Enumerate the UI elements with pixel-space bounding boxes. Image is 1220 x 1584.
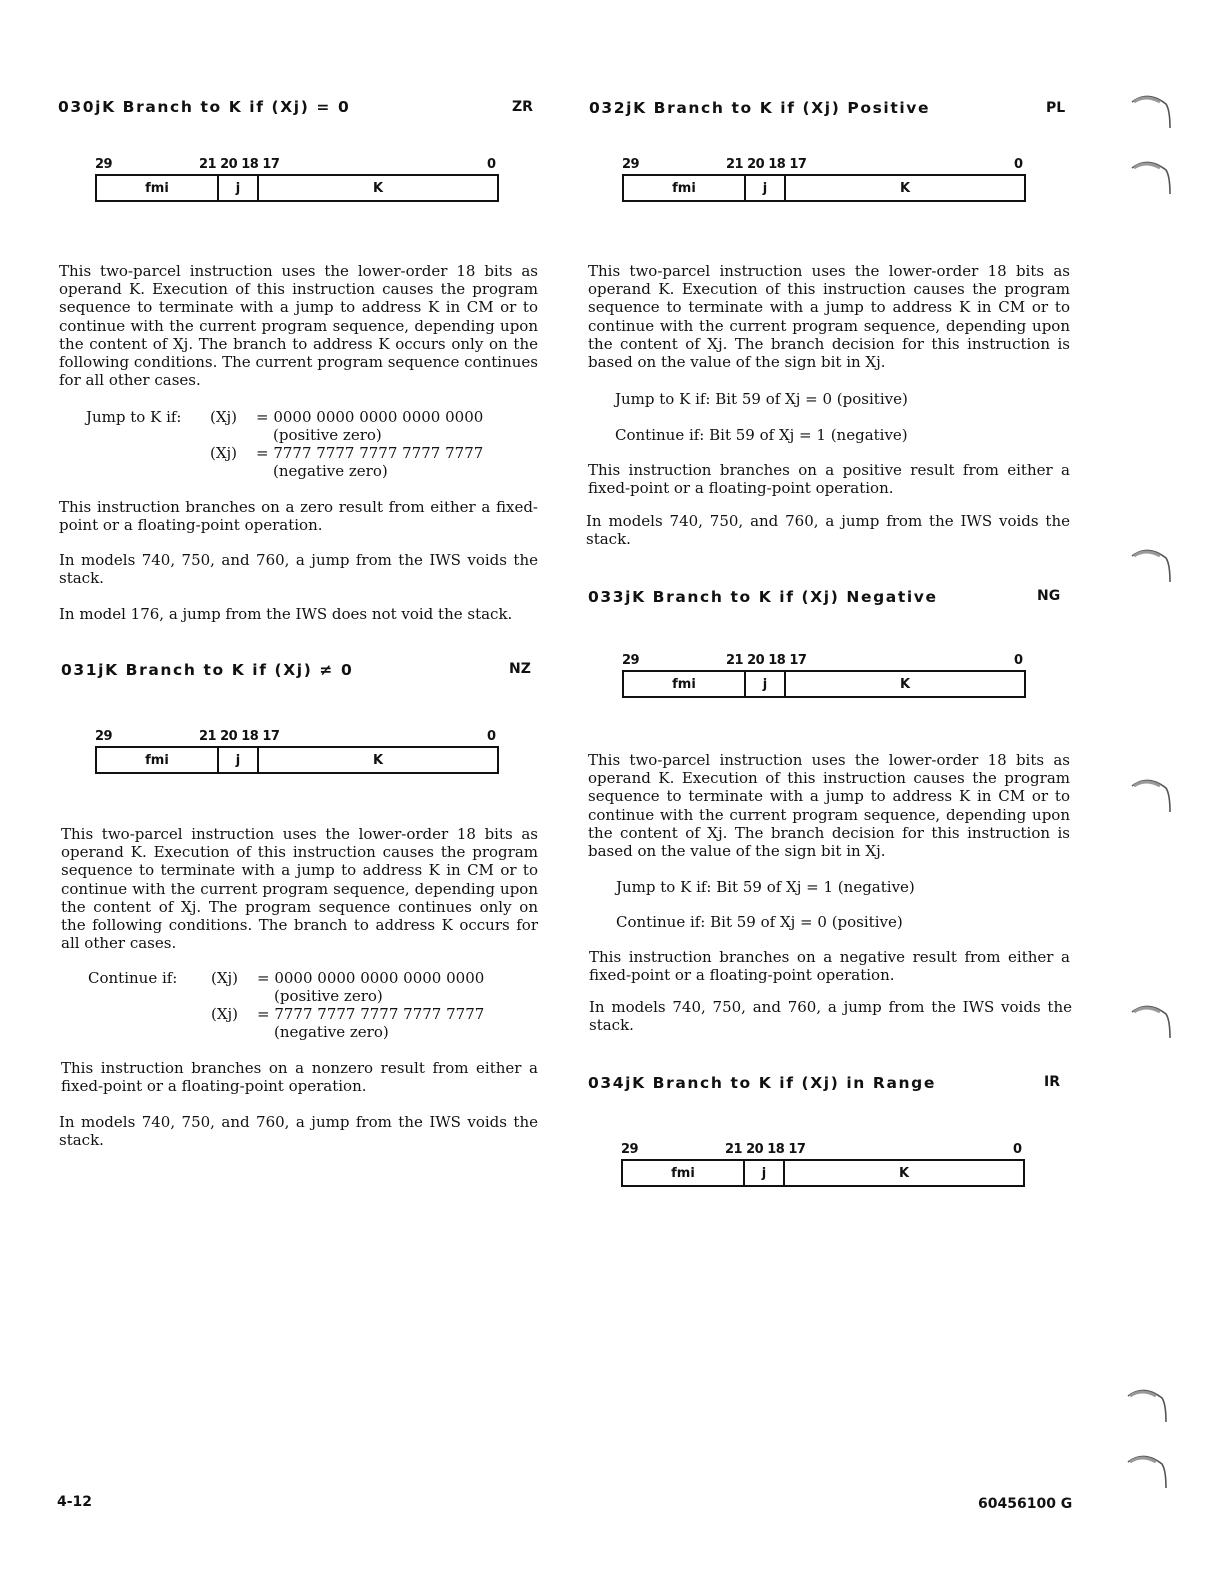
section-033-description: This two-parcel instruction uses the lower-order 18 bits as operand K. Execution of this instruction causes the program sequence to terminate with a jump to address K in CM or to continue with the current program sequence, depending upon the content of Xj. The branch decision for this instruction is based on the value of the sign bit in Xj. — [588, 751, 1070, 861]
section-030-conditions — [59, 408, 538, 483]
field-j: j — [219, 176, 259, 200]
section-031-mnemonic: NZ — [509, 661, 531, 677]
section-032-mnemonic: PL — [1046, 100, 1066, 116]
field-k: K — [899, 180, 911, 196]
condition-value-2: = 7777 7777 7777 7777 7777 — [256, 444, 484, 462]
condition-xj-2: (Xj) — [211, 1005, 239, 1023]
field-k: K — [372, 180, 384, 196]
margin-change-mark — [1126, 1386, 1170, 1426]
section-031-note-iws: In models 740, 750, and 760, a jump from the IWS voids the stack. — [59, 1113, 538, 1150]
field-fmi: fmi — [97, 748, 219, 772]
section-032-note-result: This instruction branches on a positive result from either a fixed-point or a floating-point operation. — [588, 461, 1070, 498]
field-j: j — [219, 748, 259, 772]
section-032-title: 032jK Branch to K if (Xj) Positive — [589, 99, 931, 117]
condition-xj-1: (Xj) — [211, 969, 239, 987]
section-030-note-176: In model 176, a jump from the IWS does not void the stack. — [59, 605, 513, 623]
document-number: 60456100 G — [978, 1496, 1073, 1512]
condition-xj-1: (Xj) — [210, 408, 238, 426]
condition-note-2: (negative zero) — [273, 462, 388, 480]
field-k: K — [372, 752, 384, 768]
condition-label: Jump to K if: — [86, 408, 182, 426]
condition-note-2: (negative zero) — [274, 1023, 389, 1041]
section-032-jump-condition: Jump to K if: Bit 59 of Xj = 0 (positive) — [615, 390, 908, 408]
section-031-description: This two-parcel instruction uses the lower-order 18 bits as operand K. Execution of this instruction causes the program sequence to terminate with a jump to address K in CM or to continue with the current program sequence, depending upon the content of Xj. The program sequence continues only on the following conditions. The branch to address K occurs for all other cases. — [61, 825, 538, 953]
bit-0-label: 0 — [1014, 653, 1023, 668]
section-034-mnemonic: IR — [1044, 1074, 1060, 1090]
bit-mid-labels: 21 20 18 17 — [199, 729, 280, 744]
section-032-format-diagram — [622, 157, 1026, 203]
condition-xj-2: (Xj) — [210, 444, 238, 462]
bit-29-label: 29 — [621, 1142, 639, 1157]
bit-mid-labels: 21 20 18 17 — [199, 157, 280, 172]
section-033-mnemonic: NG — [1037, 588, 1061, 604]
bit-29-label: 29 — [622, 653, 640, 668]
field-j: j — [746, 176, 786, 200]
section-030-description: This two-parcel instruction uses the lower-order 18 bits as operand K. Execution of this instruction causes the program sequence to terminate with a jump to address K in CM or to continue with the current program sequence, depending upon the content of Xj. The branch to address K occurs only on the following conditions. The current program sequence continues for all other cases. — [59, 262, 538, 390]
section-033-format-diagram — [622, 653, 1026, 699]
bit-0-label: 0 — [1013, 1142, 1022, 1157]
margin-change-mark — [1130, 546, 1174, 586]
section-033-jump-condition: Jump to K if: Bit 59 of Xj = 1 (negative) — [616, 878, 915, 896]
section-033-note-iws: In models 740, 750, and 760, a jump from the IWS voids the stack. — [589, 998, 1072, 1035]
section-030-format-diagram — [95, 157, 499, 203]
bit-0-label: 0 — [487, 157, 496, 172]
section-032-description: This two-parcel instruction uses the lower-order 18 bits as operand K. Execution of this instruction causes the program sequence to terminate with a jump to address K in CM or to continue with the current program sequence, depending upon the content of Xj. The branch decision for this instruction is based on the value of the sign bit in Xj. — [588, 262, 1070, 372]
condition-value-1: = 0000 0000 0000 0000 0000 — [256, 408, 484, 426]
field-k: K — [899, 676, 911, 692]
section-031-title: 031jK Branch to K if (Xj) ≠ 0 — [61, 661, 354, 679]
section-033-title: 033jK Branch to K if (Xj) Negative — [588, 588, 938, 606]
bit-0-label: 0 — [487, 729, 496, 744]
field-fmi: fmi — [624, 672, 746, 696]
section-032-note-iws: In models 740, 750, and 760, a jump from the IWS voids the stack. — [586, 512, 1070, 549]
section-034-format-diagram — [621, 1142, 1025, 1188]
field-j: j — [745, 1161, 785, 1185]
bit-29-label: 29 — [95, 157, 113, 172]
bit-mid-labels: 21 20 18 17 — [725, 1142, 806, 1157]
section-030-title: 030jK Branch to K if (Xj) = 0 — [58, 98, 351, 116]
bit-29-label: 29 — [95, 729, 113, 744]
section-034-title: 034jK Branch to K if (Xj) in Range — [588, 1074, 936, 1092]
section-030-mnemonic: ZR — [512, 99, 533, 115]
section-030-note-iws: In models 740, 750, and 760, a jump from the IWS voids the stack. — [59, 551, 538, 588]
condition-note-1: (positive zero) — [274, 987, 383, 1005]
margin-change-mark — [1126, 1452, 1170, 1492]
bit-mid-labels: 21 20 18 17 — [726, 157, 807, 172]
condition-value-2: = 7777 7777 7777 7777 7777 — [257, 1005, 485, 1023]
section-031-conditions — [61, 969, 538, 1044]
field-fmi: fmi — [624, 176, 746, 200]
condition-note-1: (positive zero) — [273, 426, 382, 444]
bit-0-label: 0 — [1014, 157, 1023, 172]
section-033-continue-condition: Continue if: Bit 59 of Xj = 0 (positive) — [616, 913, 903, 931]
field-j: j — [746, 672, 786, 696]
field-fmi: fmi — [623, 1161, 745, 1185]
bit-29-label: 29 — [622, 157, 640, 172]
field-fmi: fmi — [97, 176, 219, 200]
margin-change-mark — [1130, 1002, 1174, 1042]
condition-label: Continue if: — [88, 969, 178, 987]
field-k: K — [898, 1165, 910, 1181]
section-032-continue-condition: Continue if: Bit 59 of Xj = 1 (negative) — [615, 426, 908, 444]
section-031-note-result: This instruction branches on a nonzero result from either a fixed-point or a floating-point operation. — [61, 1059, 538, 1096]
page-number: 4-12 — [57, 1494, 93, 1510]
section-033-note-result: This instruction branches on a negative result from either a fixed-point or a floating-point operation. — [589, 948, 1070, 985]
margin-change-mark — [1130, 776, 1174, 816]
section-030-note-result: This instruction branches on a zero result from either a fixed-point or a floating-point operation. — [59, 498, 538, 535]
margin-change-mark — [1130, 92, 1174, 132]
condition-value-1: = 0000 0000 0000 0000 0000 — [257, 969, 485, 987]
section-031-format-diagram — [95, 729, 499, 775]
bit-mid-labels: 21 20 18 17 — [726, 653, 807, 668]
margin-change-mark — [1130, 158, 1174, 198]
